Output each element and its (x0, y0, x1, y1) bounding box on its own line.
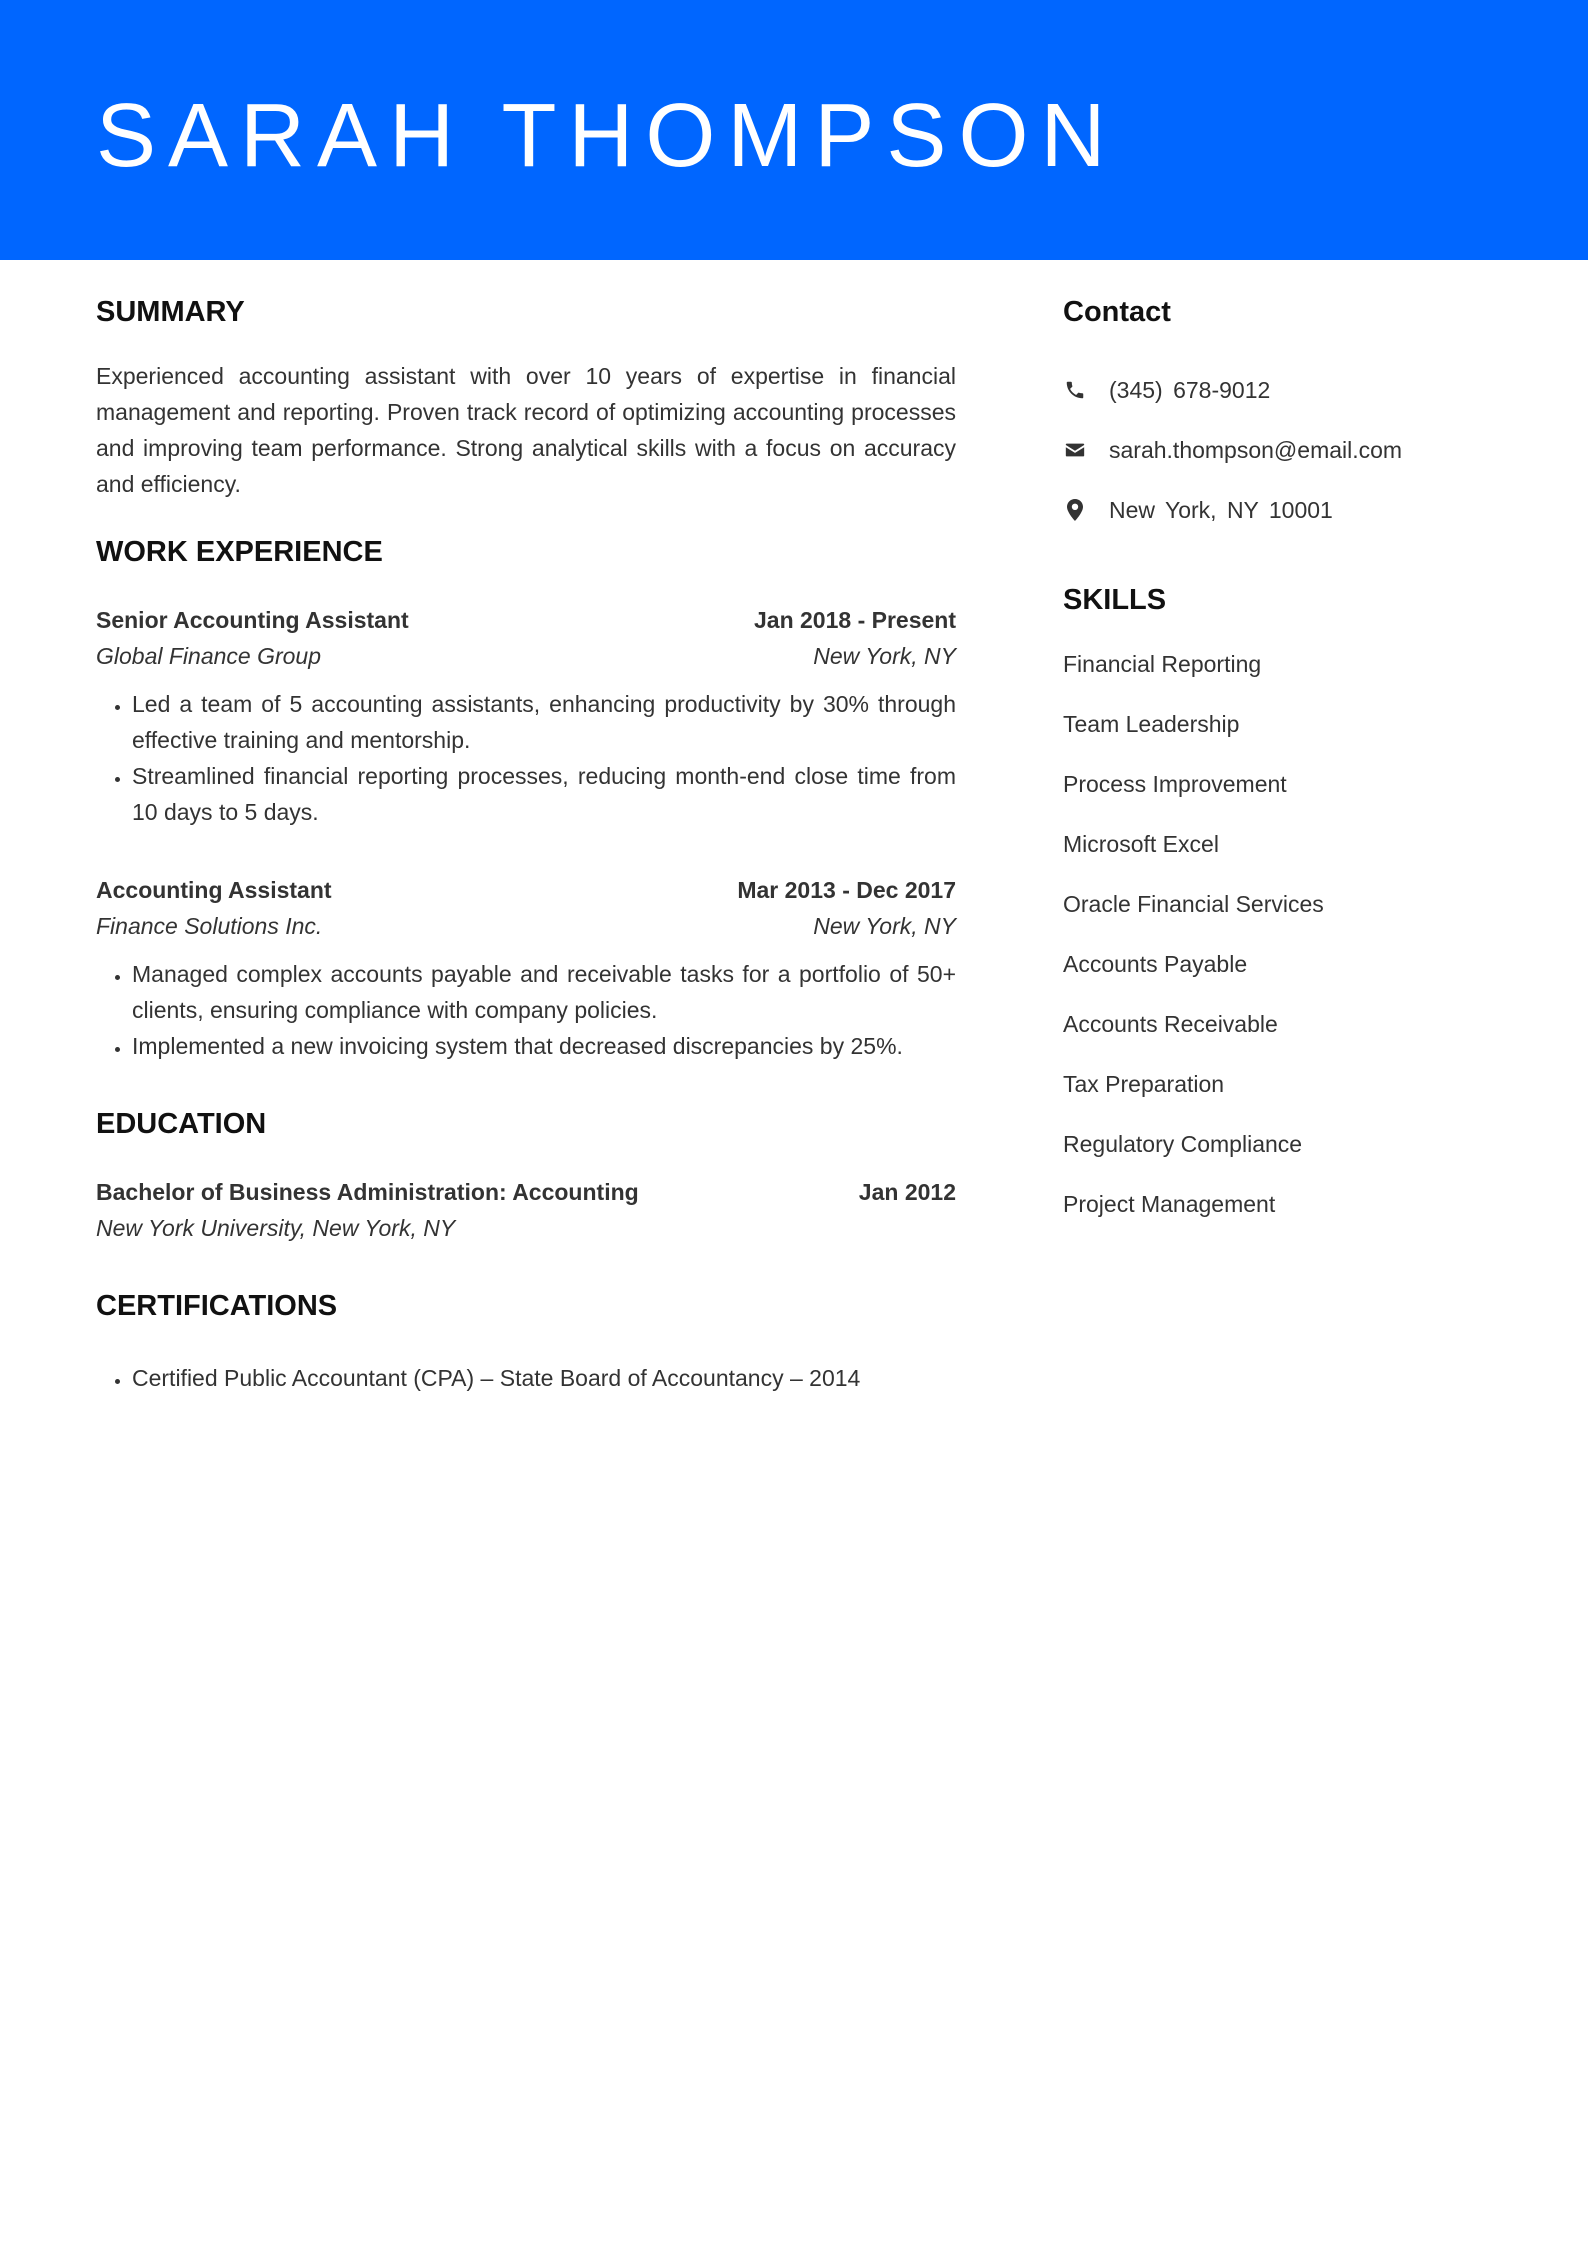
certification-item: • Certified Public Accountant (CPA) – State Board of Accountancy – 2014 (132, 1360, 956, 1396)
sidebar-column (1063, 292, 1493, 1246)
skill-item: Project Management (1063, 1191, 1276, 1217)
job-entry (96, 872, 956, 1064)
certifications-title: CERTIFICATIONS (96, 1290, 338, 1322)
certifications-list (96, 1360, 956, 1396)
contact-phone (1063, 360, 1493, 420)
job-company: Finance Solutions Inc. (96, 913, 323, 939)
summary-title: SUMMARY (96, 296, 245, 328)
skill-item: Tax Preparation (1063, 1071, 1225, 1097)
job-bullet: • Streamlined financial reporting processes, reducing month-end close time from 10 days to 5 days. (132, 758, 956, 830)
envelope-icon (1063, 438, 1087, 462)
education-date: Jan 2012 (858, 1179, 956, 1205)
main-column (96, 292, 956, 1396)
job-location: New York, NY (813, 913, 956, 939)
skills-title: SKILLS (1063, 584, 1167, 616)
contact-location (1063, 480, 1493, 540)
candidate-name: SARAH THOMPSON (96, 86, 1118, 186)
skill-item: Accounts Receivable (1063, 1011, 1278, 1037)
skill-item: Financial Reporting (1063, 651, 1262, 677)
job-company: Global Finance Group (96, 643, 322, 669)
job-role: Accounting Assistant (96, 877, 332, 903)
job-bullet: • Implemented a new invoicing system that decreased discrepancies by 25%. (132, 1028, 956, 1064)
job-dates: Mar 2013 - Dec 2017 (737, 877, 956, 903)
skills-list (1063, 646, 1493, 1246)
skill-item: Team Leadership (1063, 711, 1240, 737)
skill-item: Oracle Financial Services (1063, 891, 1324, 917)
job-location: New York, NY (813, 643, 956, 669)
job-bullets (96, 956, 956, 1064)
education-entry (96, 1174, 956, 1246)
map-marker-icon (1063, 498, 1087, 522)
contact-list (1063, 360, 1493, 540)
education-school: New York University, New York, NY (96, 1215, 456, 1241)
job-role: Senior Accounting Assistant (96, 607, 409, 633)
summary-text: Experienced accounting assistant with over 10 years of expertise in financial management and reporting. Proven track record of optimizing accounting processes and improving team performance. Strong analytical skills with a focus on accuracy and efficiency. (96, 363, 956, 497)
skill-item: Accounts Payable (1063, 951, 1248, 977)
job-bullet: • Managed complex accounts payable and receivable tasks for a portfolio of 50+ clients, ensuring compliance with company policies. (132, 956, 956, 1028)
job-bullets (96, 686, 956, 830)
job-bullet: • Led a team of 5 accounting assistants, enhancing productivity by 30% through effective training and mentorship. (132, 686, 956, 758)
work-experience-title: WORK EXPERIENCE (96, 536, 383, 568)
contact-email-text: sarah.thompson@email.com (1109, 437, 1403, 463)
contact-title: Contact (1063, 296, 1171, 328)
education-title: EDUCATION (96, 1108, 267, 1140)
contact-location-text: New York, NY 10001 (1109, 497, 1333, 523)
job-dates: Jan 2018 - Present (753, 607, 956, 633)
skill-item: Process Improvement (1063, 771, 1287, 797)
contact-phone-text: (345) 678-9012 (1109, 377, 1271, 403)
skill-item: Regulatory Compliance (1063, 1131, 1303, 1157)
skill-item: Microsoft Excel (1063, 831, 1219, 857)
phone-icon (1063, 378, 1087, 402)
contact-email (1063, 420, 1493, 480)
job-entry (96, 602, 956, 830)
header-banner (0, 0, 1588, 260)
education-degree: Bachelor of Business Administration: Accounting (96, 1179, 639, 1205)
